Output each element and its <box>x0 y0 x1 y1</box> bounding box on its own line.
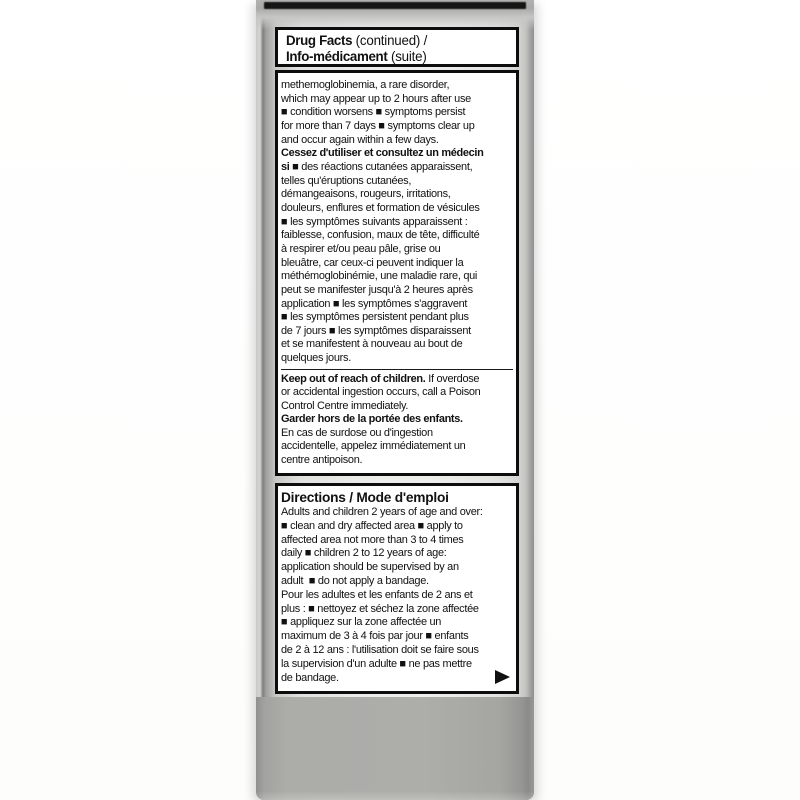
text-line: bleuâtre, car ceux-ci peuvent indiquer la <box>281 256 464 269</box>
directions-text <box>281 506 514 685</box>
text-line: ■ les symptômes persistent pendant plus <box>281 311 469 324</box>
text-line: plus : ■ nettoyez et séchez la zone affectée <box>281 602 479 615</box>
keep-out-of-reach-text <box>281 373 514 467</box>
directions-heading: Directions / Mode d'emploi <box>281 489 449 505</box>
section-divider <box>281 369 513 370</box>
text-line: faiblesse, confusion, maux de tête, difficulté <box>281 229 480 242</box>
text-line: Info-médicament (suite) <box>286 48 427 64</box>
text-line: telles qu'éruptions cutanées, <box>281 174 412 187</box>
text-line: de 7 jours ■ les symptômes disparaissent <box>281 324 471 337</box>
text-line: Pour les adultes et les enfants de 2 ans et <box>281 588 473 601</box>
text-line: daily ■ children 2 to 12 years of age: <box>281 547 447 560</box>
text-line: Control Centre immediately. <box>281 399 409 412</box>
warnings-text <box>281 79 514 366</box>
text-line: or accidental ingestion occurs, call a Poison <box>281 386 481 399</box>
text-line: affected area not more than 3 to 4 times <box>281 533 464 546</box>
text-line: Drug Facts (continued) / <box>286 33 428 48</box>
package-top-edge <box>264 2 526 9</box>
text-line: ■ les symptômes suivants apparaissent : <box>281 215 468 228</box>
text-line: à respirer et/ou peau pâle, grise ou <box>281 242 441 255</box>
text-line: douleurs, enflures et formation de vésicules <box>281 201 480 214</box>
text-line: ■ clean and dry affected area ■ apply to <box>281 519 463 532</box>
text-line: démangeaisons, rougeurs, irritations, <box>281 188 451 201</box>
package-bottom-blank-area <box>256 697 534 800</box>
text-line: méthémoglobinémie, une maladie rare, qui <box>281 270 478 283</box>
text-line: application ■ les symptômes s'aggravent <box>281 297 468 310</box>
drug-facts-header-box <box>275 27 519 67</box>
text-line: Garder hors de la portée des enfants. <box>281 413 463 426</box>
text-line: quelques jours. <box>281 352 351 365</box>
continued-arrow-icon <box>495 670 510 684</box>
text-line: adult ■ do not apply a bandage. <box>281 574 429 587</box>
text-line: methemoglobinemia, a rare disorder, <box>281 79 450 91</box>
warnings-box <box>275 70 519 476</box>
text-line: si ■ des réactions cutanées apparaissent, <box>281 160 473 173</box>
text-line: Adults and children 2 years of age and over: <box>281 506 483 518</box>
text-line: et se manifestent à nouveau au bout de <box>281 338 463 351</box>
text-line: de 2 à 12 ans : l'utilisation doit se faire sous <box>281 643 479 656</box>
text-line: En cas de surdose ou d'ingestion <box>281 426 433 439</box>
text-line: de bandage. <box>281 671 339 684</box>
text-line: la supervision d'un adulte ■ ne pas mettre <box>281 657 472 670</box>
product-package-side-panel <box>256 0 534 800</box>
text-line: peut se manifester jusqu'à 2 heures après <box>281 283 473 296</box>
text-line: maximum de 3 à 4 fois par jour ■ enfants <box>281 630 469 643</box>
text-line: application should be supervised by an <box>281 561 459 574</box>
text-line: ■ appliquez sur la zone affectée un <box>281 616 442 629</box>
text-line: for more than 7 days ■ symptoms clear up <box>281 119 475 132</box>
directions-box <box>275 483 519 694</box>
text-line: Cessez d'utiliser et consultez un médecin <box>281 147 484 160</box>
text-line: which may appear up to 2 hours after use <box>281 92 471 105</box>
text-line: accidentelle, appelez immédiatement un <box>281 440 466 453</box>
text-line: and occur again within a few days. <box>281 133 439 146</box>
text-line: centre antipoison. <box>281 453 363 466</box>
text-line: Keep out of reach of children. If overdose <box>281 372 480 385</box>
text-line: ■ condition worsens ■ symptoms persist <box>281 106 466 119</box>
